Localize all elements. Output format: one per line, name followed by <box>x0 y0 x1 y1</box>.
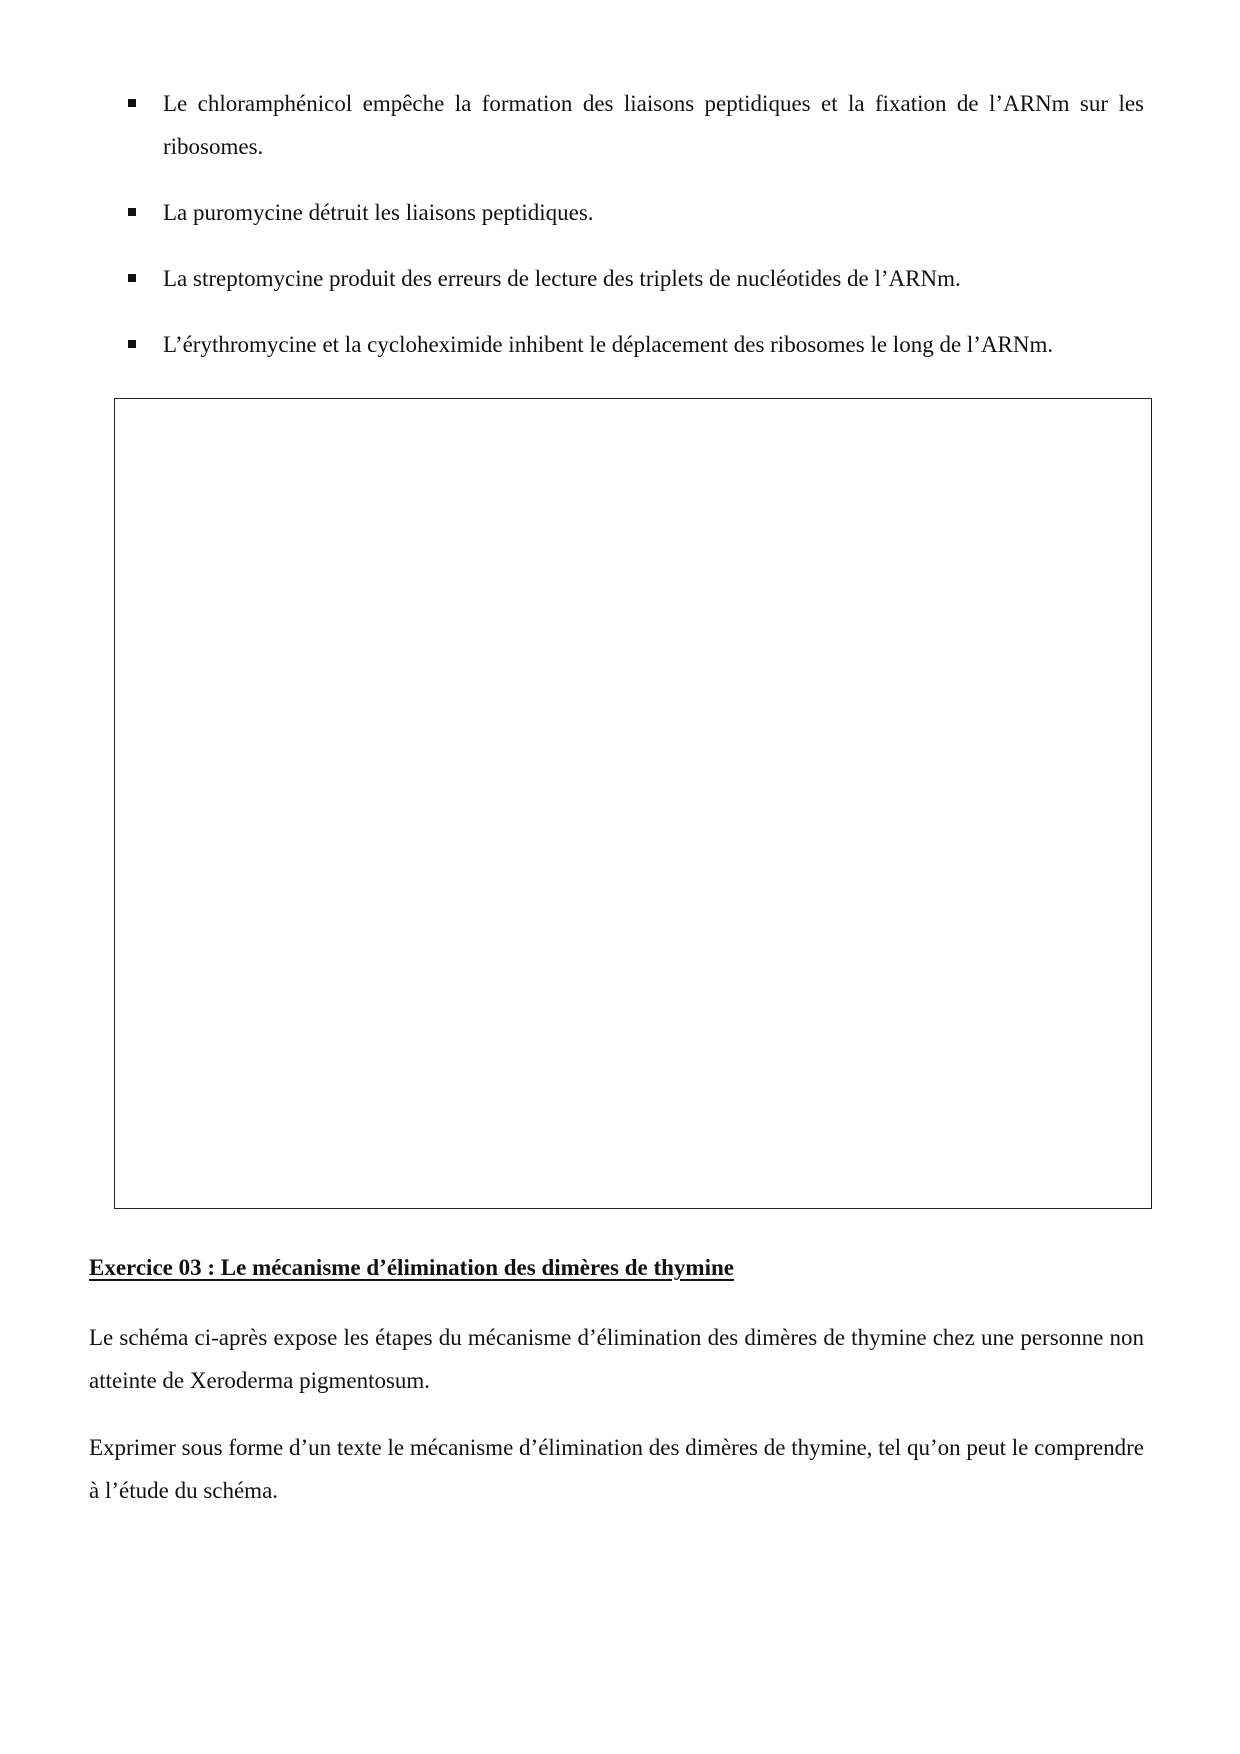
antibiotic-bullet-list <box>128 82 1144 389</box>
bullet-text: La streptomycine produit des erreurs de lecture des triplets de nucléotides de l’ARNm. <box>163 266 961 291</box>
bullet-item-puromycine <box>128 191 1144 234</box>
bullet-item-streptomycine <box>128 257 1144 300</box>
bullet-item-chloramphenicol <box>128 82 1144 168</box>
empty-figure-frame <box>114 398 1152 1209</box>
square-bullet-icon <box>128 274 136 282</box>
square-bullet-icon <box>128 208 136 216</box>
bullet-item-erythromycine <box>128 323 1144 366</box>
exercise-description-paragraph: Le schéma ci-après expose les étapes du mécanisme d’élimination des dimères de thymine chez une personne non atteinte de Xeroderma pigmentosum. <box>89 1325 1144 1393</box>
bullet-text: La puromycine détruit les liaisons peptidiques. <box>163 200 594 225</box>
square-bullet-icon <box>128 340 136 348</box>
square-bullet-icon <box>128 99 136 107</box>
bullet-text: Le chloramphénicol empêche la formation des liaisons peptidiques et la fixation de l’ARNm sur les ribosomes. <box>163 91 1144 159</box>
bullet-text: L’érythromycine et la cycloheximide inhibent le déplacement des ribosomes le long de l’ARNm. <box>163 332 1054 357</box>
exercise-instruction-paragraph: Exprimer sous forme d’un texte le mécanisme d’élimination des dimères de thymine, tel qu’on peut le comprendre à l’étude du schéma. <box>89 1435 1144 1503</box>
exercise-title: Exercice 03 : Le mécanisme d’élimination des dimères de thymine <box>89 1255 734 1280</box>
